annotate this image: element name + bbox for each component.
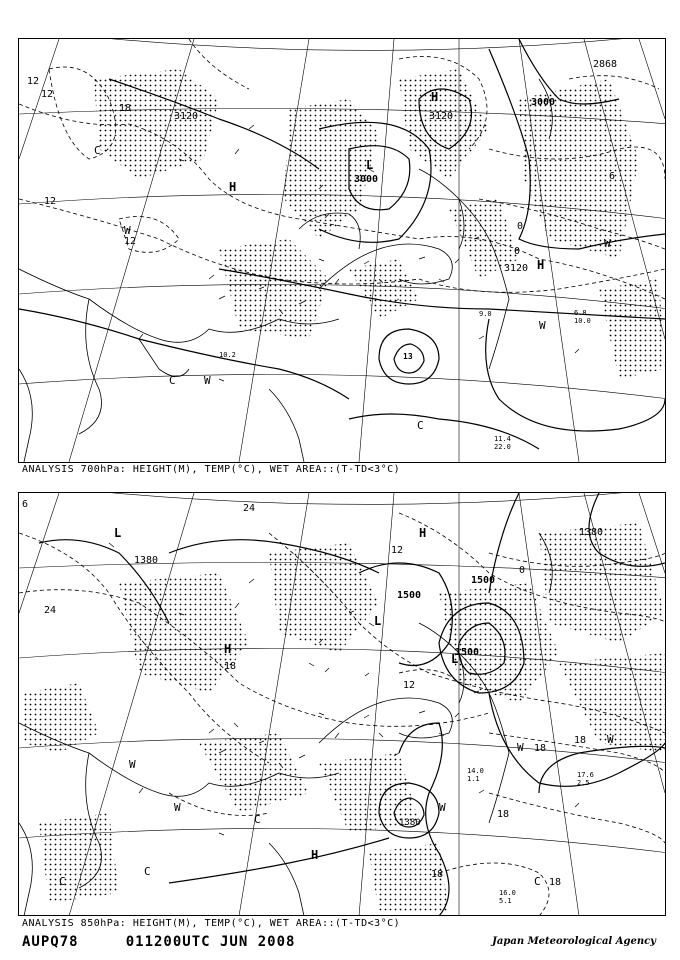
symbol-high-1: H	[224, 642, 232, 656]
symbol-low-1: L	[366, 158, 374, 172]
symbol-warm-2: W	[174, 801, 181, 814]
obs-value-3: 17.6	[577, 771, 594, 779]
label-temp-18-d: 18	[497, 809, 510, 820]
label-height-1500-c: 1500	[455, 647, 480, 658]
label-temp-12-c: 12	[44, 196, 57, 207]
label-temp-18: 18	[119, 103, 132, 114]
symbol-warm-1: W	[129, 758, 136, 771]
obs-value-4: 10.0	[574, 317, 591, 325]
label-height-3120-east: 3120	[504, 263, 529, 274]
label-temp-0: 0	[519, 565, 526, 576]
label-temp-18-b: 18	[534, 743, 547, 754]
symbol-warm-5: W	[607, 733, 614, 746]
symbol-warm-2: W	[604, 237, 611, 250]
label-temp-0: 0	[517, 221, 524, 232]
symbol-warm-1: W	[124, 224, 131, 237]
label-temp-18-c: 18	[574, 735, 587, 746]
label-height-1500-b: 1500	[471, 575, 496, 586]
label-height-3000-center: 3000	[354, 174, 379, 185]
obs-value-2: 1.1	[467, 775, 480, 783]
obs-value-5: 16.0	[499, 889, 516, 897]
label-temp-6: 6	[22, 499, 29, 510]
symbol-warm-3: W	[439, 801, 446, 814]
label-temp-24-a: 24	[243, 503, 256, 514]
symbol-high-1: H	[431, 90, 439, 104]
label-height-1380-s: 1380	[399, 818, 421, 828]
label-temp-18-f: 18	[549, 877, 562, 888]
label-temp-24-b: 24	[44, 605, 57, 616]
obs-value-6: 10.2	[219, 351, 236, 359]
symbol-high-3: H	[311, 848, 319, 862]
label-typhoon: 13	[403, 352, 413, 361]
map-panel-850hpa	[18, 492, 666, 916]
symbol-cold-2: C	[59, 875, 66, 888]
label-temp-0-b: 0	[514, 246, 521, 257]
label-height-3000-ne: 3000	[531, 97, 556, 108]
obs-value-5: 6.8	[574, 309, 587, 317]
symbol-cold-1: C	[94, 144, 101, 157]
symbol-cold-3: C	[144, 865, 151, 878]
label-temp-18-e: 18	[431, 869, 444, 880]
symbol-warm-4: W	[517, 741, 524, 754]
label-height-2868: 2868	[593, 59, 618, 70]
label-height-1500-a: 1500	[397, 590, 422, 601]
symbol-warm-4: W	[204, 374, 211, 387]
map-850hpa-svg	[19, 493, 665, 916]
label-height-1380-ne: 1380	[579, 527, 604, 538]
label-temp-12-b: 12	[403, 680, 416, 691]
symbol-cold-3: C	[417, 419, 424, 432]
obs-value-1: 11.4	[494, 435, 511, 443]
caption-700hpa: ANALYSIS 700hPa: HEIGHT(M), TEMP(°C), WET AREA::(T-TD<3°C)	[22, 464, 401, 475]
symbol-high-3: H	[537, 258, 545, 272]
obs-value-2: 22.0	[494, 443, 511, 451]
symbol-warm-3: W	[539, 319, 546, 332]
map-700hpa-svg	[19, 39, 665, 462]
symbol-cold-2: C	[169, 374, 176, 387]
label-height-3120-north: 3120	[429, 111, 454, 122]
obs-value-3: 9.0	[479, 310, 492, 318]
symbol-cold-4: C	[534, 875, 541, 888]
label-temp-12-d: 12	[124, 236, 137, 247]
label-temp-12-a: 12	[391, 545, 404, 556]
caption-850hpa: ANALYSIS 850hPa: HEIGHT(M), TEMP(°C), WET AREA::(T-TD<3°C)	[22, 918, 401, 929]
obs-value-6: 5.1	[499, 897, 512, 905]
symbol-cold-1: C	[254, 813, 261, 826]
wet-areas	[24, 523, 665, 913]
label-height-3120-west: 3120	[174, 111, 199, 122]
symbol-high-2: H	[419, 526, 427, 540]
agency-credit: Japan Meteorological Agency	[492, 936, 656, 947]
label-temp-12-b: 12	[41, 89, 54, 100]
symbol-high-2: H	[229, 180, 237, 194]
symbol-low-3: L	[451, 652, 459, 666]
symbol-low-1: L	[114, 526, 122, 540]
label-height-1380-nw: 1380	[134, 555, 159, 566]
label-temp-18-a: 18	[224, 661, 237, 672]
obs-value-4: 2.5	[577, 779, 590, 787]
symbol-low-2: L	[374, 614, 382, 628]
chart-identifier: AUPQ78 011200UTC JUN 2008	[22, 934, 296, 950]
label-temp-6: 6	[609, 171, 616, 182]
map-panel-700hpa	[18, 38, 666, 463]
label-temp-12-a: 12	[27, 76, 40, 87]
obs-value-1: 14.0	[467, 767, 484, 775]
